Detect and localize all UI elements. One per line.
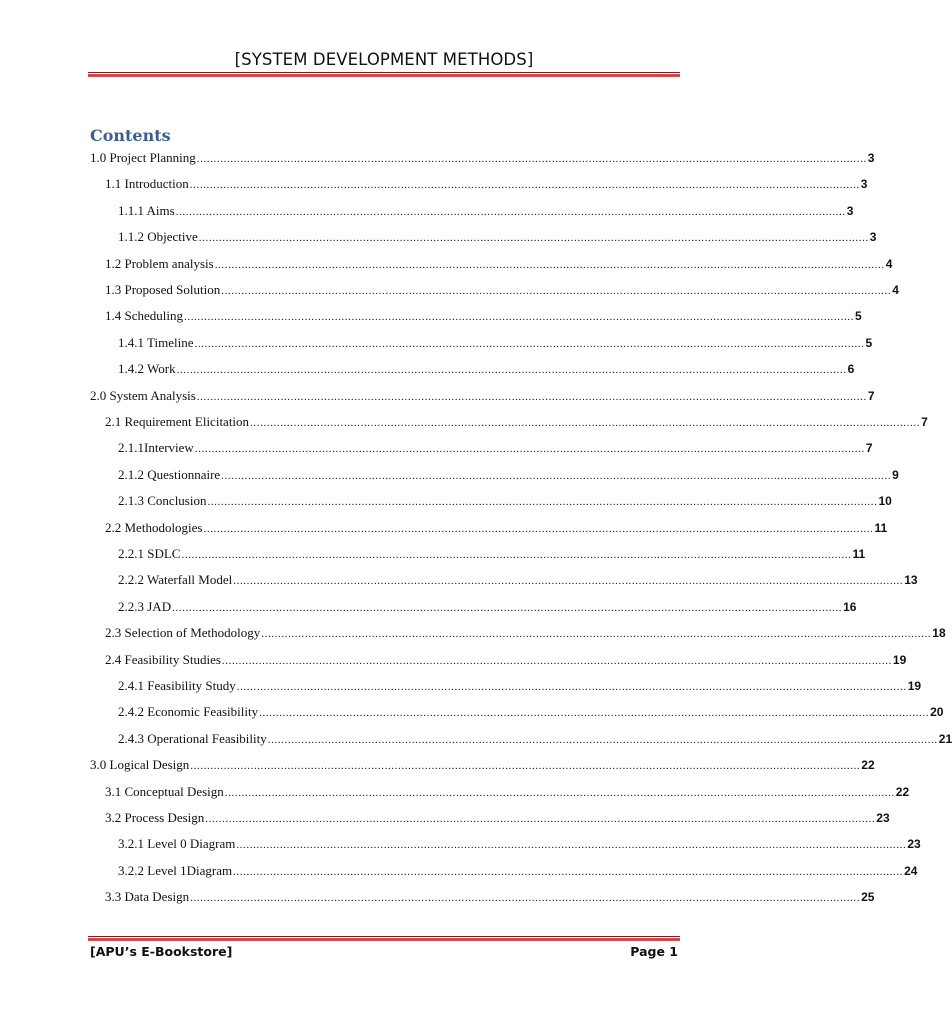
toc-entry[interactable] [105, 808, 890, 828]
toc-entry[interactable] [118, 333, 873, 353]
toc-leader-dots: ........................................................................................................................................................................................................ [236, 681, 907, 693]
toc-entry-page: 4 [892, 283, 899, 297]
toc-entry-label: 2.0 System Analysis [90, 387, 196, 403]
toc-entry-label: 1.4.1 Timeline [118, 334, 194, 350]
toc-entry-page: 4 [885, 256, 893, 271]
toc-entry[interactable] [105, 518, 888, 538]
toc-entry[interactable] [118, 834, 921, 854]
toc-leader-dots: ........................................................................................................................................................................................................ [205, 813, 876, 825]
toc-entry-page: 11 [852, 547, 866, 561]
toc-entry[interactable] [105, 306, 862, 326]
toc-entry[interactable] [118, 702, 944, 722]
toc-leader-dots: ........................................................................................................................................................................................................ [190, 892, 861, 905]
toc-entry-page: 22 [861, 758, 875, 773]
toc-entry[interactable] [90, 755, 875, 775]
toc-entry[interactable] [90, 148, 875, 168]
toc-entry-page: 10 [878, 494, 892, 509]
toc-entry[interactable] [118, 201, 854, 221]
toc-entry-page: 11 [874, 520, 888, 535]
document-header-title: [SYSTEM DEVELOPMENT METHODS] [234, 50, 534, 69]
toc-entry-page: 9 [892, 467, 899, 482]
toc-leader-dots: ........................................................................................................................................................................................................ [194, 337, 865, 350]
toc-entry-page: 20 [930, 705, 944, 720]
toc-leader-dots: ........................................................................................................................................................................................................ [214, 258, 885, 271]
toc-entry-page: 19 [907, 679, 922, 693]
toc-entry[interactable] [105, 782, 910, 802]
toc-leader-dots: ........................................................................................................................................................................................................ [176, 364, 847, 377]
toc-leader-dots: ........................................................................................................................................................................................................ [196, 153, 867, 165]
toc-heading: Contents [90, 126, 171, 145]
toc-entry-label: 2.1.3 Conclusion [118, 493, 207, 509]
toc-entry[interactable] [118, 861, 918, 881]
toc-leader-dots: ........................................................................................................................................................................................................ [221, 285, 892, 297]
toc-entry[interactable] [118, 570, 918, 590]
footer-title: [APU’s E-Bookstore] [90, 944, 233, 959]
toc-entry-page: 24 [904, 863, 918, 878]
toc-leader-dots: ........................................................................................................................................................................................................ [259, 707, 930, 720]
toc-entry-page: 3 [846, 203, 854, 218]
toc-entry-label: 2.2.2 Waterfall Model [118, 572, 233, 588]
toc-entry-label: 2.4 Feasibility Studies [105, 651, 221, 667]
toc-entry-label: 3.0 Logical Design [90, 757, 190, 773]
toc-leader-dots: ........................................................................................................................................................................................................ [224, 786, 895, 799]
toc-entry-page: 3 [860, 177, 868, 192]
page-header [88, 48, 680, 72]
toc-entry[interactable] [105, 254, 893, 274]
toc-leader-dots: ........................................................................................................................................................................................................ [194, 443, 865, 456]
toc-leader-dots: ........................................................................................................................................................................................................ [250, 417, 921, 429]
toc-entry-label: 3.3 Data Design [105, 889, 190, 905]
toc-entry-label: 3.2.2 Level 1Diagram [118, 862, 233, 878]
toc-entry-page: 7 [867, 388, 875, 403]
toc-entry-label: 3.2 Process Design [105, 810, 205, 825]
toc-entry-label: 2.1.1Interview [118, 440, 194, 456]
toc-leader-dots: ........................................................................................................................................................................................................ [190, 760, 861, 773]
toc-entry[interactable] [118, 438, 873, 458]
toc-entry-page: 5 [855, 309, 862, 324]
toc-leader-dots: ........................................................................................................................................................................................................ [221, 469, 892, 482]
toc-entry[interactable] [105, 623, 946, 643]
toc-entry[interactable] [118, 227, 877, 247]
toc-entry-page: 23 [876, 811, 890, 825]
toc-entry[interactable] [90, 386, 875, 406]
toc-leader-dots: ........................................................................................................................................................................................................ [221, 654, 892, 667]
toc-entry-page: 7 [865, 441, 873, 456]
footer-rule [88, 936, 680, 941]
toc-leader-dots: ........................................................................................................................................................................................................ [267, 733, 938, 746]
toc-entry-label: 1.0 Project Planning [90, 150, 196, 165]
toc-entry-page: 6 [847, 362, 855, 377]
toc-entry[interactable] [105, 280, 899, 300]
toc-entry-label: 2.4.1 Feasibility Study [118, 678, 236, 693]
toc-entry-label: 3.1 Conceptual Design [105, 783, 224, 799]
toc-entry-page: 23 [907, 837, 921, 852]
page-number: Page 1 [630, 944, 678, 959]
toc-leader-dots: ........................................................................................................................................................................................................ [233, 575, 904, 588]
toc-leader-dots: ........................................................................................................................................................................................................ [203, 522, 874, 535]
toc-leader-dots: ........................................................................................................................................................................................................ [198, 232, 869, 245]
toc-entry-label: 1.2 Problem analysis [105, 255, 214, 271]
header-rule [88, 72, 680, 77]
toc-entry[interactable] [105, 887, 875, 907]
toc-leader-dots: ........................................................................................................................................................................................................ [181, 549, 852, 561]
toc-entry-label: 1.1.2 Objective [118, 229, 198, 245]
toc-entry-page: 19 [892, 652, 907, 667]
toc-entry-label: 2.4.2 Economic Feasibility [118, 704, 259, 720]
toc-leader-dots: ........................................................................................................................................................................................................ [207, 496, 878, 509]
toc-leader-dots: ........................................................................................................................................................................................................ [196, 390, 867, 403]
toc-entry-label: 1.3 Proposed Solution [105, 282, 221, 297]
toc-entry-page: 7 [921, 415, 928, 429]
toc-entry[interactable] [118, 676, 922, 696]
toc-entry-label: 1.1 Introduction [105, 176, 189, 192]
toc-entry-page: 5 [865, 335, 873, 350]
toc-entry-label: 2.2.1 SDLC [118, 546, 181, 561]
toc-entry[interactable] [118, 465, 899, 485]
toc-entry-page: 21 [938, 731, 952, 746]
toc-entry[interactable] [118, 597, 857, 617]
toc-entry-label: 2.3 Selection of Methodology [105, 625, 261, 641]
toc-entry-page: 3 [867, 151, 875, 165]
toc-entry-label: 1.4 Scheduling [105, 308, 183, 324]
toc-entry-page: 22 [895, 784, 910, 799]
toc-leader-dots: ........................................................................................................................................................................................................ [175, 205, 846, 218]
toc-entry-page: 18 [932, 626, 946, 641]
toc-entry-page: 16 [843, 599, 857, 614]
toc-leader-dots: ........................................................................................................................................................................................................ [172, 601, 843, 614]
toc-entry-page: 25 [861, 890, 875, 905]
toc-entry-label: 2.2.3 JAD [118, 598, 172, 614]
toc-entry-label: 2.1 Requirement Elicitation [105, 414, 250, 429]
toc-entry-page: 3 [869, 230, 877, 245]
toc-leader-dots: ........................................................................................................................................................................................................ [236, 839, 907, 852]
toc-entry[interactable] [105, 174, 868, 194]
toc-leader-dots: ........................................................................................................................................................................................................ [233, 865, 904, 878]
toc-leader-dots: ........................................................................................................................................................................................................ [184, 311, 854, 324]
toc-entry-page: 13 [904, 573, 918, 588]
toc-entry-label: 3.2.1 Level 0 Diagram [118, 836, 236, 852]
toc-entry-label: 1.1.1 Aims [118, 202, 175, 218]
toc-entry-label: 2.1.2 Questionnaire [118, 466, 221, 482]
toc-leader-dots: ........................................................................................................................................................................................................ [189, 179, 860, 192]
toc-entry[interactable] [118, 491, 892, 511]
toc-entry[interactable] [118, 359, 855, 379]
toc-entry-label: 1.4.2 Work [118, 361, 176, 377]
toc-leader-dots: ........................................................................................................................................................................................................ [261, 628, 932, 641]
toc-entry[interactable] [105, 650, 907, 670]
toc-entry[interactable] [118, 729, 952, 749]
toc-entry-label: 2.4.3 Operational Feasibility [118, 730, 267, 746]
toc-entry-label: 2.2 Methodologies [105, 519, 203, 535]
toc-entry[interactable] [105, 412, 928, 432]
toc-entry[interactable] [118, 544, 866, 564]
